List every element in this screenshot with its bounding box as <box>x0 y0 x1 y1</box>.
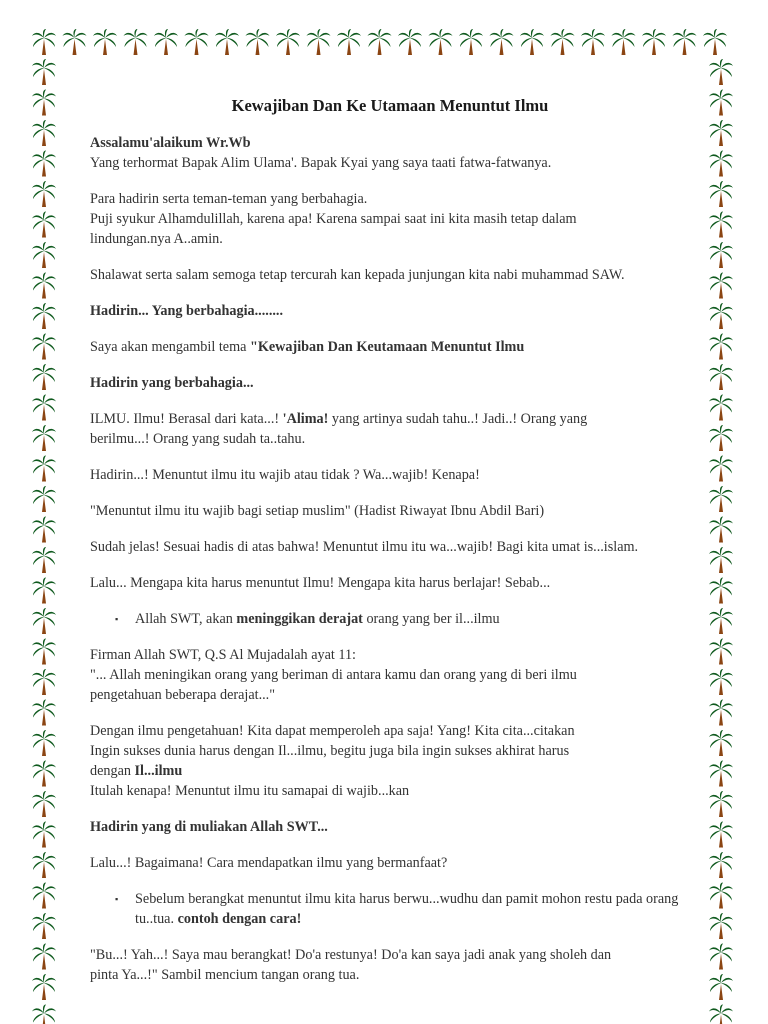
palm-tree-icon <box>709 730 733 756</box>
palm-tree-icon <box>32 639 56 665</box>
palm-tree-icon <box>709 151 733 177</box>
palm-tree-icon <box>709 761 733 787</box>
palm-tree-icon <box>709 944 733 970</box>
palm-tree-icon <box>642 29 666 55</box>
palm-tree-icon <box>32 791 56 817</box>
palm-tree-icon <box>709 608 733 634</box>
section-heading <box>90 817 690 837</box>
bold-text: Il...ilmu <box>134 763 183 779</box>
paragraph <box>90 465 690 485</box>
text-line: pinta Ya...!" Sambil mencium tangan orang tua. <box>90 967 360 983</box>
palm-tree-icon <box>185 29 209 55</box>
text-line: berilmu...! Orang yang sudah ta..tahu. <box>90 431 306 447</box>
palm-tree-icon <box>709 395 733 421</box>
palm-tree-icon <box>709 822 733 848</box>
paragraph <box>90 721 690 801</box>
palm-tree-icon <box>32 364 56 390</box>
palm-tree-icon <box>709 578 733 604</box>
palm-tree-icon <box>32 395 56 421</box>
palm-tree-icon <box>32 974 56 1000</box>
palm-tree-icon <box>32 1005 56 1024</box>
palm-tree-icon <box>709 852 733 878</box>
greeting-line: Yang terhormat Bapak Alim Ulama'. Bapak Kyai yang saya taati fatwa-fatwanya. <box>90 155 552 171</box>
text-line: Lalu...! Bagaimana! Cara mendapatkan ilmu yang bermanfaat? <box>90 855 448 871</box>
palm-tree-icon <box>709 913 733 939</box>
text-span: yang artinya sudah tahu..! Jadi..! Orang yang <box>328 411 588 427</box>
paragraph <box>90 537 690 557</box>
palm-tree-icon <box>709 181 733 207</box>
palm-tree-icon <box>709 547 733 573</box>
paragraph <box>90 265 690 285</box>
palm-tree-icon <box>32 59 56 85</box>
palm-tree-icon <box>32 334 56 360</box>
palm-tree-icon <box>32 486 56 512</box>
text-line: Hadirin...! Menuntut ilmu itu wajib atau tidak ? Wa...wajib! Kenapa! <box>90 467 480 483</box>
palm-tree-icon <box>32 517 56 543</box>
palm-tree-icon <box>581 29 605 55</box>
paragraph <box>90 945 690 985</box>
palm-tree-icon <box>32 181 56 207</box>
greeting-paragraph <box>90 133 690 173</box>
section-heading <box>90 301 690 321</box>
document-body <box>90 96 690 1001</box>
palm-tree-icon <box>709 974 733 1000</box>
palm-tree-icon <box>246 29 270 55</box>
palm-tree-icon <box>63 29 87 55</box>
text-span: orang yang ber il...ilmu <box>362 611 500 627</box>
palm-tree-icon <box>709 90 733 116</box>
list-item <box>90 609 690 629</box>
palm-tree-icon <box>32 608 56 634</box>
text-line: pengetahuan beberapa derajat..." <box>90 687 276 703</box>
palm-tree-icon <box>32 303 56 329</box>
list-item <box>90 889 690 929</box>
text-line: Shalawat serta salam semoga tetap tercurah kan kepada junjungan kita nabi muhammad SAW. <box>90 267 625 283</box>
text-line: Sudah jelas! Sesuai hadis di atas bahwa! Menuntut ilmu itu wa...wajib! Bagi kita umat is...islam. <box>90 539 639 555</box>
palm-tree-icon <box>709 517 733 543</box>
palm-tree-icon <box>32 456 56 482</box>
heading-text: Hadirin... Yang berbahagia........ <box>90 303 284 319</box>
text-line: Ingin sukses dunia harus dengan Il...ilmu, begitu juga bila ingin sukses akhirat harus <box>90 743 570 759</box>
palm-tree-icon <box>32 90 56 116</box>
palm-tree-icon <box>709 242 733 268</box>
quran-quote <box>90 645 690 705</box>
text-line: Dengan ilmu pengetahuan! Kita dapat memperoleh apa saja! Yang! Kita cita...citakan <box>90 723 575 739</box>
palm-tree-icon <box>709 883 733 909</box>
palm-tree-icon <box>32 944 56 970</box>
bold-text: contoh dengan cara! <box>177 911 302 927</box>
palm-tree-icon <box>32 913 56 939</box>
palm-tree-icon <box>520 29 544 55</box>
palm-tree-icon <box>709 273 733 299</box>
paragraph <box>90 573 690 593</box>
palm-tree-icon <box>32 883 56 909</box>
palm-tree-icon <box>307 29 331 55</box>
text-line: Sebelum berangkat menuntut ilmu kita harus berwu...wudhu dan pamit mohon restu pada <box>135 891 643 907</box>
palm-tree-icon <box>154 29 178 55</box>
text-line: "Menuntut ilmu itu wajib bagi setiap muslim" (Hadist Riwayat Ibnu Abdil Bari) <box>90 503 545 519</box>
palm-tree-icon <box>32 700 56 726</box>
palm-tree-icon <box>709 425 733 451</box>
palm-tree-icon <box>709 639 733 665</box>
palm-tree-icon <box>709 486 733 512</box>
palm-tree-icon <box>215 29 239 55</box>
palm-tree-icon <box>703 29 727 55</box>
heading-text: Hadirin yang berbahagia... <box>90 375 254 391</box>
palm-tree-icon <box>368 29 392 55</box>
palm-tree-icon <box>32 822 56 848</box>
palm-tree-icon <box>709 700 733 726</box>
bold-text: 'Alima! <box>282 411 329 427</box>
text-span: ILMU. Ilmu! Berasal dari kata...! <box>90 411 283 427</box>
palm-tree-icon <box>709 303 733 329</box>
text-span: orang tu..tua. <box>135 891 679 927</box>
palm-tree-icon <box>32 425 56 451</box>
palm-tree-icon <box>337 29 361 55</box>
palm-tree-icon <box>32 730 56 756</box>
paragraph <box>90 189 690 249</box>
palm-tree-icon <box>459 29 483 55</box>
text-line: Puji syukur Alhamdulillah, karena apa! Karena sampai saat ini kita masih tetap dalam <box>90 211 577 227</box>
palm-tree-icon <box>709 1005 733 1024</box>
palm-tree-icon <box>709 364 733 390</box>
section-heading <box>90 373 690 393</box>
palm-tree-icon <box>32 120 56 146</box>
text-line: "... Allah meningikan orang yang beriman di antara kamu dan orang yang di beri ilmu <box>90 667 577 683</box>
bold-text: meninggikan derajat <box>236 611 363 627</box>
document-title: Kewajiban Dan Ke Utamaan Menuntut Ilmu <box>231 96 549 115</box>
palm-tree-icon <box>124 29 148 55</box>
hadith-quote <box>90 501 690 521</box>
text-line: Para hadirin serta teman-teman yang berbahagia. <box>90 191 368 207</box>
paragraph <box>90 409 690 449</box>
palm-tree-icon <box>709 212 733 238</box>
palm-tree-icon <box>93 29 117 55</box>
bold-text: "Kewajiban Dan Keutamaan Menuntut Ilmu <box>249 339 525 355</box>
bullet-icon: ▪ <box>115 894 119 904</box>
palm-tree-icon <box>709 120 733 146</box>
paragraph <box>90 853 690 873</box>
palm-tree-icon <box>32 852 56 878</box>
text-line: Lalu... Mengapa kita harus menuntut Ilmu! Mengapa kita harus berlajar! Sebab... <box>90 575 551 591</box>
palm-tree-icon <box>673 29 697 55</box>
palm-tree-icon <box>32 242 56 268</box>
palm-tree-icon <box>32 212 56 238</box>
palm-tree-icon <box>612 29 636 55</box>
greeting: Assalamu'alaikum Wr.Wb <box>90 135 251 151</box>
text-span: dengan <box>90 763 135 779</box>
palm-tree-icon <box>709 59 733 85</box>
palm-tree-icon <box>429 29 453 55</box>
bullet-icon: ▪ <box>115 614 119 624</box>
palm-tree-icon <box>32 29 56 55</box>
text-line: "Bu...! Yah...! Saya mau berangkat! Do'a restunya! Do'a kan saya jadi anak yang sholeh dan <box>90 947 612 963</box>
palm-tree-icon <box>398 29 422 55</box>
palm-tree-icon <box>32 547 56 573</box>
palm-tree-icon <box>276 29 300 55</box>
palm-tree-icon <box>32 151 56 177</box>
text-line: lindungan.nya A..amin. <box>90 231 223 247</box>
paragraph <box>90 337 690 357</box>
palm-tree-icon <box>709 456 733 482</box>
text-span: Saya akan mengambil tema <box>90 339 250 355</box>
text-span: Allah SWT, akan <box>135 611 237 627</box>
palm-tree-icon <box>32 669 56 695</box>
palm-tree-icon <box>709 791 733 817</box>
palm-tree-icon <box>490 29 514 55</box>
palm-tree-icon <box>32 578 56 604</box>
text-line: Itulah kenapa! Menuntut ilmu itu samapai di wajib...kan <box>90 783 410 799</box>
text-line: Firman Allah SWT, Q.S Al Mujadalah ayat 11: <box>90 647 356 663</box>
palm-tree-icon <box>709 669 733 695</box>
palm-tree-icon <box>709 334 733 360</box>
palm-tree-icon <box>32 273 56 299</box>
heading-text: Hadirin yang di muliakan Allah SWT... <box>90 819 328 835</box>
palm-tree-icon <box>551 29 575 55</box>
palm-tree-icon <box>32 761 56 787</box>
